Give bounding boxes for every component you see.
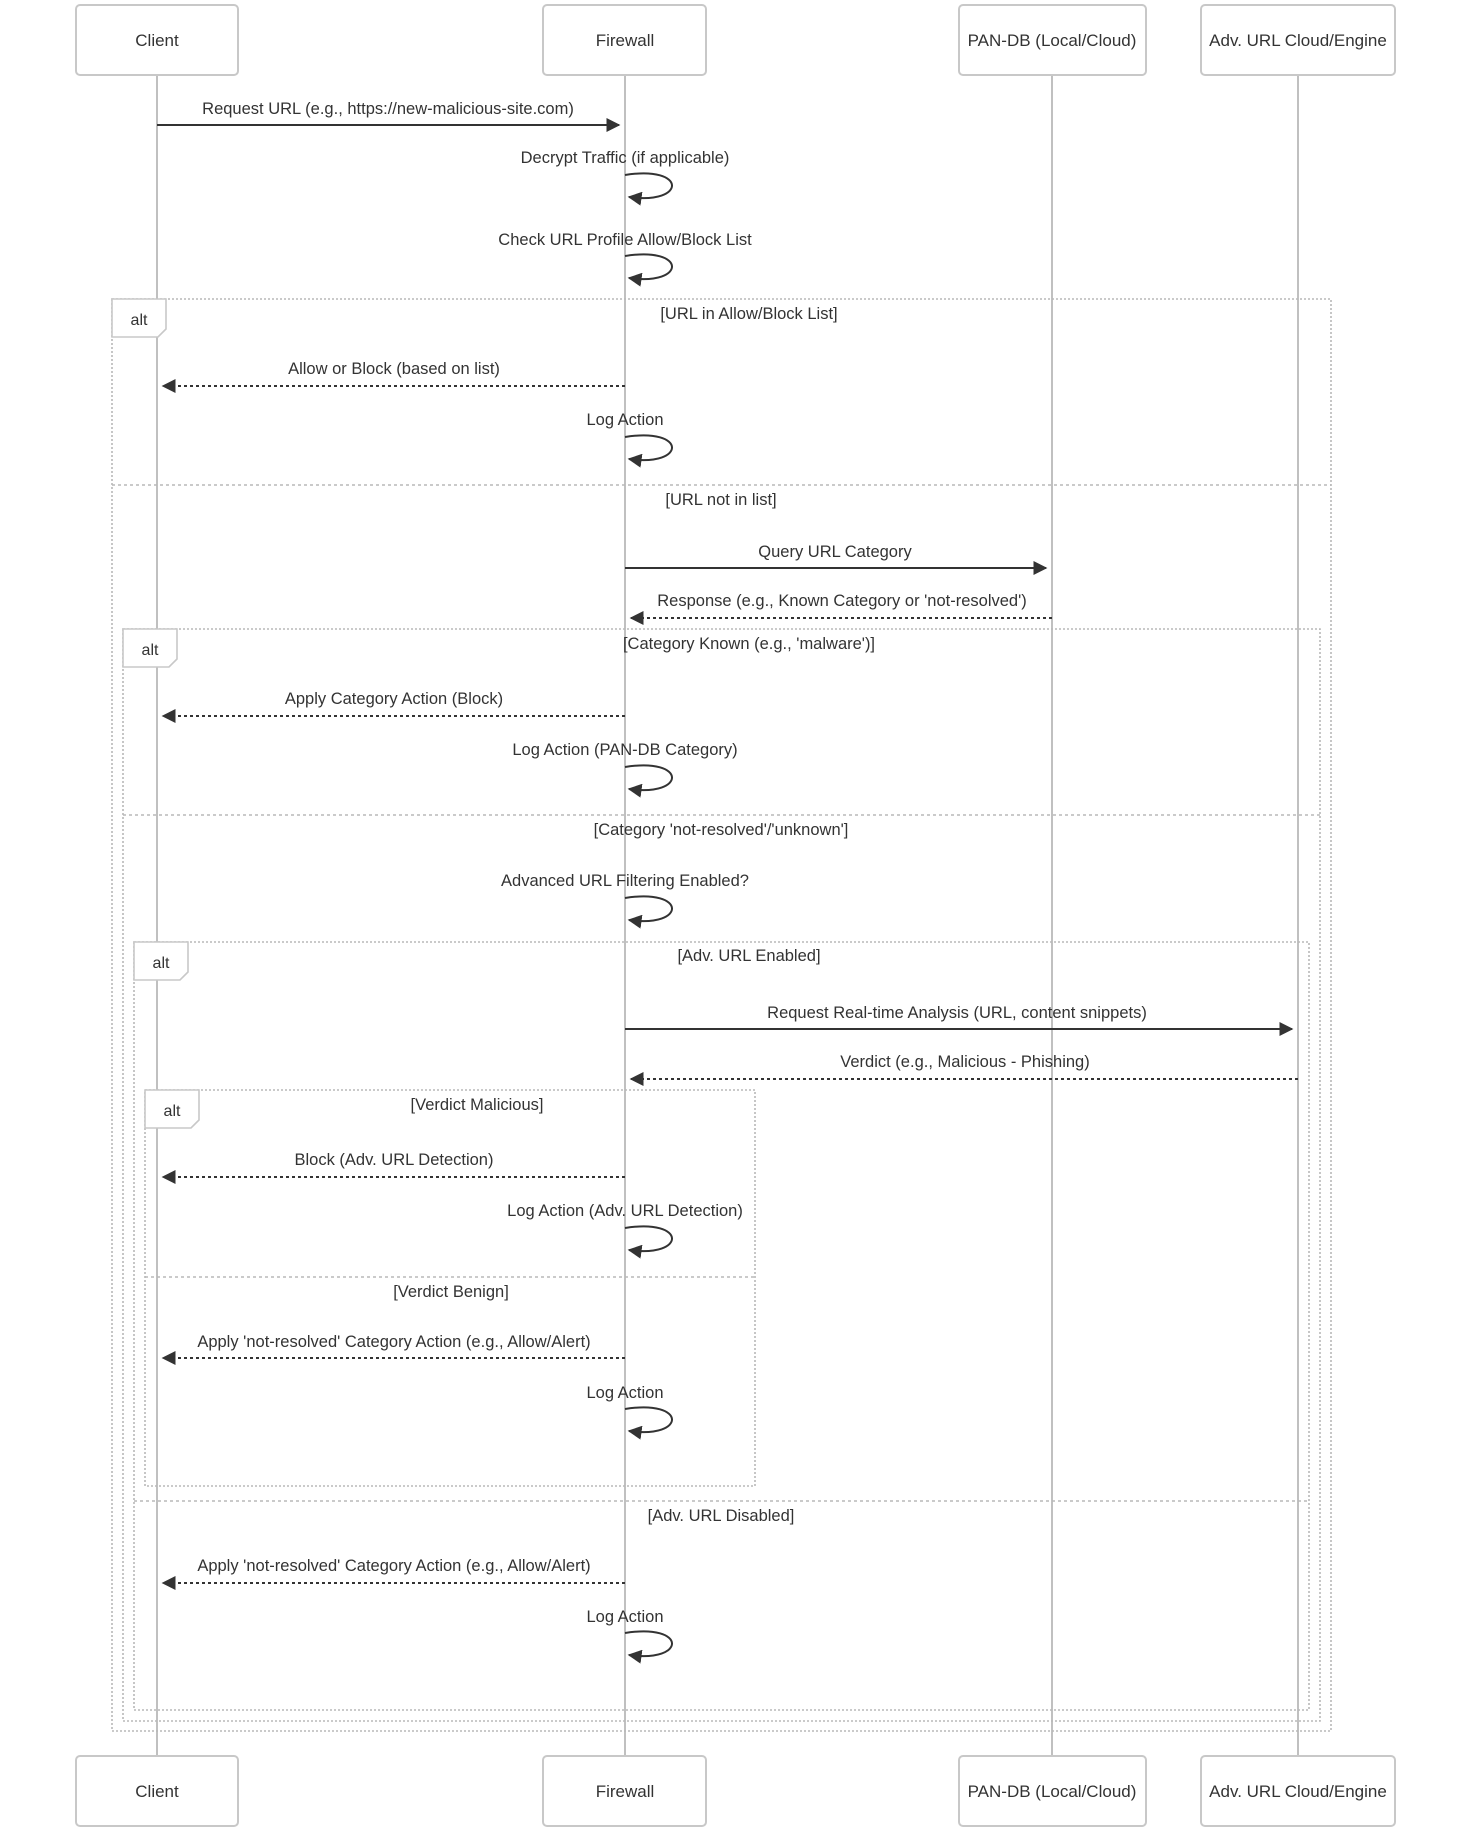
fragment-alt4-condition-2: [Verdict Benign] xyxy=(393,1283,509,1301)
fragment-alt4-condition-1: [Verdict Malicious] xyxy=(410,1096,544,1114)
message-category-response-label: Response (e.g., Known Category or 'not-resolved') xyxy=(657,592,1027,610)
message-check-url-profile-label: Check URL Profile Allow/Block List xyxy=(498,231,752,249)
message-log-action-adv-url-label: Log Action (Adv. URL Detection) xyxy=(507,1202,743,1220)
message-apply-not-resolved-2 xyxy=(163,1557,625,1583)
actor-client-bottom-label: Client xyxy=(135,1782,179,1801)
message-apply-not-resolved-1-label: Apply 'not-resolved' Category Action (e.g., Allow/Alert) xyxy=(197,1333,591,1351)
fragment-alt3 xyxy=(134,942,1309,1710)
message-request-url-label: Request URL (e.g., https://new-malicious-site.com) xyxy=(202,100,574,118)
actor-firewall-top xyxy=(543,5,706,75)
actor-pandb-bottom xyxy=(959,1756,1146,1826)
message-apply-category-action-label: Apply Category Action (Block) xyxy=(284,690,504,708)
message-log-action-2-label: Log Action xyxy=(586,1384,664,1402)
message-request-url xyxy=(157,100,619,125)
message-query-url-category-label: Query URL Category xyxy=(758,543,912,561)
actor-client-bottom xyxy=(76,1756,238,1826)
actor-advurl-label: Adv. URL Cloud/Engine xyxy=(1209,31,1387,50)
message-log-action-1-label: Log Action xyxy=(586,411,664,429)
fragment-alt1-condition-1: [URL in Allow/Block List] xyxy=(660,305,838,323)
message-verdict xyxy=(631,1053,1298,1079)
message-decrypt-traffic-label: Decrypt Traffic (if applicable) xyxy=(520,149,730,167)
fragment-alt2-condition-2: [Category 'not-resolved'/'unknown'] xyxy=(593,821,849,839)
message-apply-not-resolved-2-label: Apply 'not-resolved' Category Action (e.g., Allow/Alert) xyxy=(197,1557,591,1575)
message-allow-or-block xyxy=(163,360,625,386)
fragment-alt1-tag: alt xyxy=(130,312,148,329)
fragment-alt4-tag: alt xyxy=(163,1103,181,1120)
actor-advurl-top xyxy=(1201,5,1395,75)
message-allow-or-block-label: Allow or Block (based on list) xyxy=(288,360,500,378)
actor-advurl-bottom xyxy=(1201,1756,1395,1826)
fragment-alt3-tag: alt xyxy=(152,955,170,972)
message-apply-category-action xyxy=(163,690,625,716)
message-log-action-3 xyxy=(586,1608,672,1656)
actor-client-top xyxy=(76,5,238,75)
message-query-url-category xyxy=(625,543,1046,568)
message-block-adv-url-label: Block (Adv. URL Detection) xyxy=(294,1151,494,1169)
message-category-response xyxy=(631,592,1052,618)
message-log-action-pandb-label: Log Action (PAN-DB Category) xyxy=(512,741,738,759)
message-request-realtime-analysis xyxy=(625,1004,1292,1029)
message-log-action-3-label: Log Action xyxy=(586,1608,664,1626)
message-block-adv-url xyxy=(163,1151,625,1177)
message-adv-url-enabled-check-label: Advanced URL Filtering Enabled? xyxy=(501,872,749,890)
message-request-realtime-analysis-label: Request Real-time Analysis (URL, content snippets) xyxy=(767,1004,1147,1022)
fragment-alt2-tag: alt xyxy=(141,642,159,659)
fragment-alt2-condition-1: [Category Known (e.g., 'malware')] xyxy=(622,635,876,653)
actor-firewall-label: Firewall xyxy=(595,31,655,50)
message-apply-not-resolved-1 xyxy=(163,1333,625,1358)
actor-client-label: Client xyxy=(135,31,179,50)
actor-pandb-top xyxy=(959,5,1146,75)
message-verdict-label: Verdict (e.g., Malicious - Phishing) xyxy=(840,1053,1090,1071)
actor-pandb-bottom-label: PAN-DB (Local/Cloud) xyxy=(967,1782,1137,1801)
fragment-alt1-condition-2: [URL not in list] xyxy=(665,491,777,509)
message-log-action-1 xyxy=(586,411,672,460)
actor-advurl-bottom-label: Adv. URL Cloud/Engine xyxy=(1209,1782,1387,1801)
actor-firewall-bottom-label: Firewall xyxy=(595,1782,655,1801)
fragment-alt3-condition-1: [Adv. URL Enabled] xyxy=(677,947,821,965)
actor-firewall-bottom xyxy=(543,1756,706,1826)
actor-pandb-label: PAN-DB (Local/Cloud) xyxy=(967,31,1137,50)
message-log-action-2 xyxy=(586,1384,672,1432)
fragment-alt3-condition-2: [Adv. URL Disabled] xyxy=(647,1507,795,1525)
fragment-alt4 xyxy=(145,1090,755,1486)
